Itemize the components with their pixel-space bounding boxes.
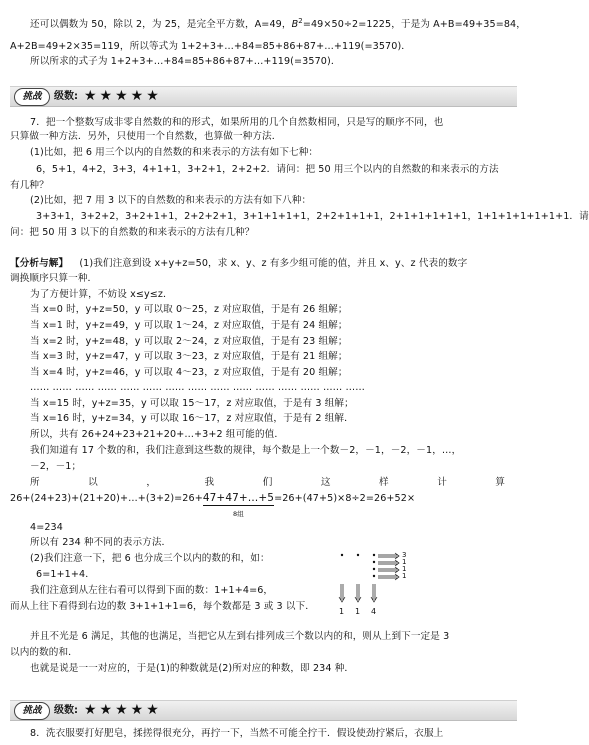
down-arrows-icon bbox=[339, 584, 377, 602]
result-line: 4=234 bbox=[30, 522, 63, 533]
text-line bbox=[30, 15, 526, 31]
problem-text: 问：把 50 用 3 以下的自然数的和来表示的方法有几种？ bbox=[10, 227, 255, 238]
formula-left: 26+(24+23)+(21+20)+…+(3+2)=26+ bbox=[10, 493, 203, 504]
char: 这 bbox=[320, 477, 331, 488]
total-line: 所以，共有 26+24+23+21+20+…+3+2 组可能的值． bbox=[30, 429, 285, 440]
text-line: 所以所求的式子为 1+2+3+…+84=85+86+87+…+119(=3570)． bbox=[30, 56, 341, 67]
star-rating-icon: ★★★★★ bbox=[84, 702, 162, 718]
text-segment: =49×50÷2=1225，于是为 A+B=49+35=84， bbox=[302, 19, 526, 31]
star-rating-icon: ★★★★★ bbox=[84, 88, 162, 104]
analysis-text: (1)我们注意到设 x+y+z=50，求 x、y、z 有多少组可能的值，并且 x、y、z 代表的数字 bbox=[79, 258, 468, 269]
analysis-text: 为了方便计算，不妨设 x≤y≤z． bbox=[30, 289, 173, 300]
formula-right: =26+(47+5)×8÷2=26+52× bbox=[274, 493, 416, 504]
dot-grid bbox=[341, 554, 375, 577]
challenge-badge: 挑战 bbox=[14, 702, 50, 720]
problem-text: 有几种？ bbox=[10, 180, 49, 191]
problem-text: 只算做一种方法．另外，只使用一个自然数，也算做一种方法． bbox=[10, 131, 282, 142]
case-row: 当 x=15 时，y+z=35，y 可以取 15～17，z 对应取值，于是有 3 组解； bbox=[30, 398, 354, 409]
char: 所 bbox=[30, 477, 40, 488]
part2-line: (2)我们注意一下，把 6 也分成三个以内的数的和，如： bbox=[30, 553, 270, 564]
char: 算 bbox=[495, 477, 505, 488]
problem-text: (2)比如，把 7 用 3 以下的自然数的和来表示的方法有如下八种： bbox=[30, 195, 312, 206]
analysis-line bbox=[10, 258, 467, 270]
problem-text: 8．洗衣服要打好肥皂，揉搓得很充分，再拧一下，当然不可能全拧干．假设使劲拧紧后，衣服上 bbox=[30, 728, 444, 739]
formula-line bbox=[10, 492, 416, 518]
challenge-badge: 挑战 bbox=[14, 88, 50, 106]
part2-line: 以内的数的和． bbox=[10, 647, 78, 658]
text-line: A+2B=49+2×35=119，所以等式为 1+2+3+…+84=85+86+87+…+119(=3570)． bbox=[10, 41, 412, 52]
case-row: 当 x=4 时，y+z=46，y 可以取 4～23，z 对应取值，于是有 20 组解； bbox=[30, 367, 348, 378]
row-sum: 3 bbox=[402, 551, 407, 559]
row-sum: 1 bbox=[402, 558, 407, 566]
char: 我 bbox=[204, 477, 215, 488]
superscript: 2 bbox=[298, 17, 303, 25]
column-sum: 1 bbox=[355, 607, 361, 616]
char: 以 bbox=[88, 477, 98, 488]
justified-line bbox=[30, 477, 505, 489]
pattern-line: 我们知道有 17 个数的和，我们注意到这些数的规律，每个数是上一个数－2，－1，－2，－1，…， bbox=[30, 445, 462, 456]
analysis-tag: 【分析与解】 bbox=[10, 258, 69, 269]
case-row: 当 x=2 时，y+z=48，y 可以取 2～24，z 对应取值，于是有 23 组解； bbox=[30, 336, 348, 347]
problem-text: 6，5+1，4+2，3+3，4+1+1，3+2+1，2+2+2．请问：把 50 用三个以内的自然数的和来表示的方法 bbox=[36, 164, 499, 175]
ellipsis-row: …… …… …… …… …… …… …… …… …… …… …… …… …… …… …… bbox=[30, 382, 365, 393]
case-row: 当 x=3 时，y+z=47，y 可以取 3～23，z 对应取值，于是有 21 组解； bbox=[30, 351, 348, 362]
analysis-text: 调换顺序只算一种． bbox=[10, 273, 98, 284]
text-segment: 还可以偶数为 50，除以 2，为 25，是完全平方数，A=49， bbox=[30, 19, 292, 31]
char: 们 bbox=[262, 477, 273, 488]
row-sum: 1 bbox=[402, 565, 407, 573]
underbrace-group bbox=[202, 492, 275, 518]
level-label: 级数: bbox=[54, 91, 78, 102]
part2-line: 并且不光是 6 满足，其他的也满足，当把它从左到右排列成三个数以内的和，则从上到下一定是 3 bbox=[30, 631, 450, 642]
underbrace-note: 8组 bbox=[233, 510, 244, 518]
right-arrows-icon bbox=[378, 553, 399, 580]
level-label: 级数: bbox=[54, 705, 78, 716]
case-row: 当 x=16 时，y+z=34，y 可以取 16～17，z 对应取值，于是有 2 组解． bbox=[30, 413, 354, 424]
part2-line: 而从上往下看得到右边的数 3+1+1+1=6，每个数都是 3 或 3 以下． bbox=[10, 601, 315, 612]
dot-diagram-graphic bbox=[336, 548, 426, 622]
case-row: 当 x=0 时，y+z=50，y 可以取 0～25，z 对应取值，于是有 26 组解； bbox=[30, 304, 348, 315]
part2-line: 我们注意到从左往右看可以得到下面的数：1+1+4=6， bbox=[30, 585, 274, 596]
char: 样 bbox=[379, 477, 389, 488]
char: 计 bbox=[437, 477, 447, 488]
char: ， bbox=[146, 477, 156, 488]
problem-text: 3+3+1，3+2+2，3+2+1+1，2+2+2+1，3+1+1+1+1，2+2+1+1+1，2+1+1+1+1+1，1+1+1+1+1+1+1．请 bbox=[36, 211, 589, 222]
case-row: 当 x=1 时，y+z=49，y 可以取 1～24，z 对应取值，于是有 24 组解； bbox=[30, 320, 348, 331]
part2-line: 6=1+1+4． bbox=[36, 569, 95, 580]
formula-brace: 47+47+…+5 bbox=[202, 492, 275, 504]
part2-line: 也就是说是一一对应的，于是(1)的种数就是(2)所对应的种数，即 234 种． bbox=[30, 663, 355, 674]
dot-arrow-diagram bbox=[336, 548, 426, 622]
difficulty-bar bbox=[10, 86, 517, 107]
problem-text: 7．把一个整数写成非零自然数的和的形式，如果所用的几个自然数相同，只是写的顺序不同，也 bbox=[30, 117, 444, 128]
variable-b: B bbox=[291, 19, 299, 31]
column-sum: 1 bbox=[339, 607, 345, 616]
pattern-line: －2，－1； bbox=[30, 461, 82, 472]
problem-text: (1)比如，把 6 用三个以内的自然数的和来表示的方法有如下七种： bbox=[30, 147, 319, 158]
difficulty-bar bbox=[10, 700, 517, 721]
row-sum: 1 bbox=[402, 572, 407, 580]
column-sum: 4 bbox=[371, 607, 377, 616]
conclusion-line: 所以有 234 种不同的表示方法． bbox=[30, 537, 172, 548]
